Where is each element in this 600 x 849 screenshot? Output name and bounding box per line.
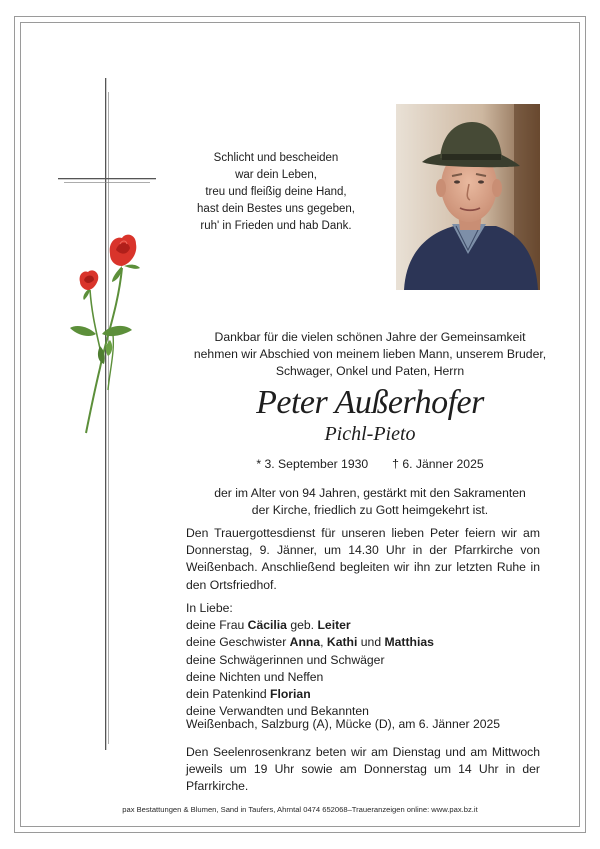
portrait-photo (396, 104, 540, 290)
mourners-heading: In Liebe: (186, 601, 233, 615)
mourner-relatives: deine Verwandten und Bekannten (186, 704, 369, 719)
intro-line: nehmen wir Abschied von meinem lieben Mann, unserem Bruder, (193, 347, 547, 361)
mourner-godchild: dein Patenkind Florian (186, 687, 311, 702)
mourner-in-laws: deine Schwägerinnen und Schwäger (186, 652, 385, 667)
rosary-text: Den Seelenrosenkranz beten wir am Dienstag und am Mittwoch jeweils um 19 Uhr sowie am Donnerstag um 14 Uhr in der Pfarrkirche. (186, 745, 540, 794)
funeral-service-text: Den Trauergottesdienst für unseren lieben Peter feiern wir am Donnerstag, 9. Jänner, um 14.30 Uhr in der Pfarrkirche von Weißenbach. Anschließend begleiten wir ihn zur letzten Ruhe in den Ortsfriedhof. (186, 526, 540, 592)
mourner-siblings: deine Geschwister Anna, Kathi und Matthias (186, 635, 434, 650)
life-dates (170, 456, 570, 472)
poem-line: ruh' in Frieden und hab Dank. (200, 220, 352, 232)
footer-funeral-home: pax Bestattungen & Blumen, Sand in Taufers, Ahrntal 0474 652068–Traueranzeigen online: www.pax.bz.it (122, 805, 478, 814)
death-date: † 6. Jänner 2025 (392, 457, 484, 471)
age-text (170, 485, 570, 519)
intro-line: Schwager, Onkel und Paten, Herrn (275, 364, 465, 378)
age-line: der Kirche, friedlich zu Gott heimgekehrt ist. (251, 503, 489, 517)
deceased-name: Peter Außerhofer (256, 384, 484, 421)
cross-with-roses-illustration (50, 78, 160, 758)
mourner-wife: deine Frau Cäcilia geb. Leiter (186, 618, 351, 633)
birth-date: * 3. September 1930 (256, 457, 369, 471)
poem (176, 150, 376, 235)
intro-text (170, 329, 570, 380)
intro-line: Dankbar für die vielen schönen Jahre der Gemeinsamkeit (214, 330, 526, 344)
mourners-list (186, 600, 540, 720)
poem-line: treu und fleißig deine Hand, (205, 186, 347, 198)
age-line: der im Alter von 94 Jahren, gestärkt mit den Sakramenten (214, 486, 526, 500)
poem-line: war dein Leben, (235, 169, 317, 181)
poem-line: hast dein Bestes uns gegeben, (197, 203, 355, 215)
deceased-nickname: Pichl-Pieto (324, 423, 416, 445)
poem-line: Schlicht und bescheiden (213, 152, 339, 164)
mourner-nieces: deine Nichten und Neffen (186, 669, 324, 684)
place-and-date: Weißenbach, Salzburg (A), Mücke (D), am 6. Jänner 2025 (186, 717, 501, 731)
